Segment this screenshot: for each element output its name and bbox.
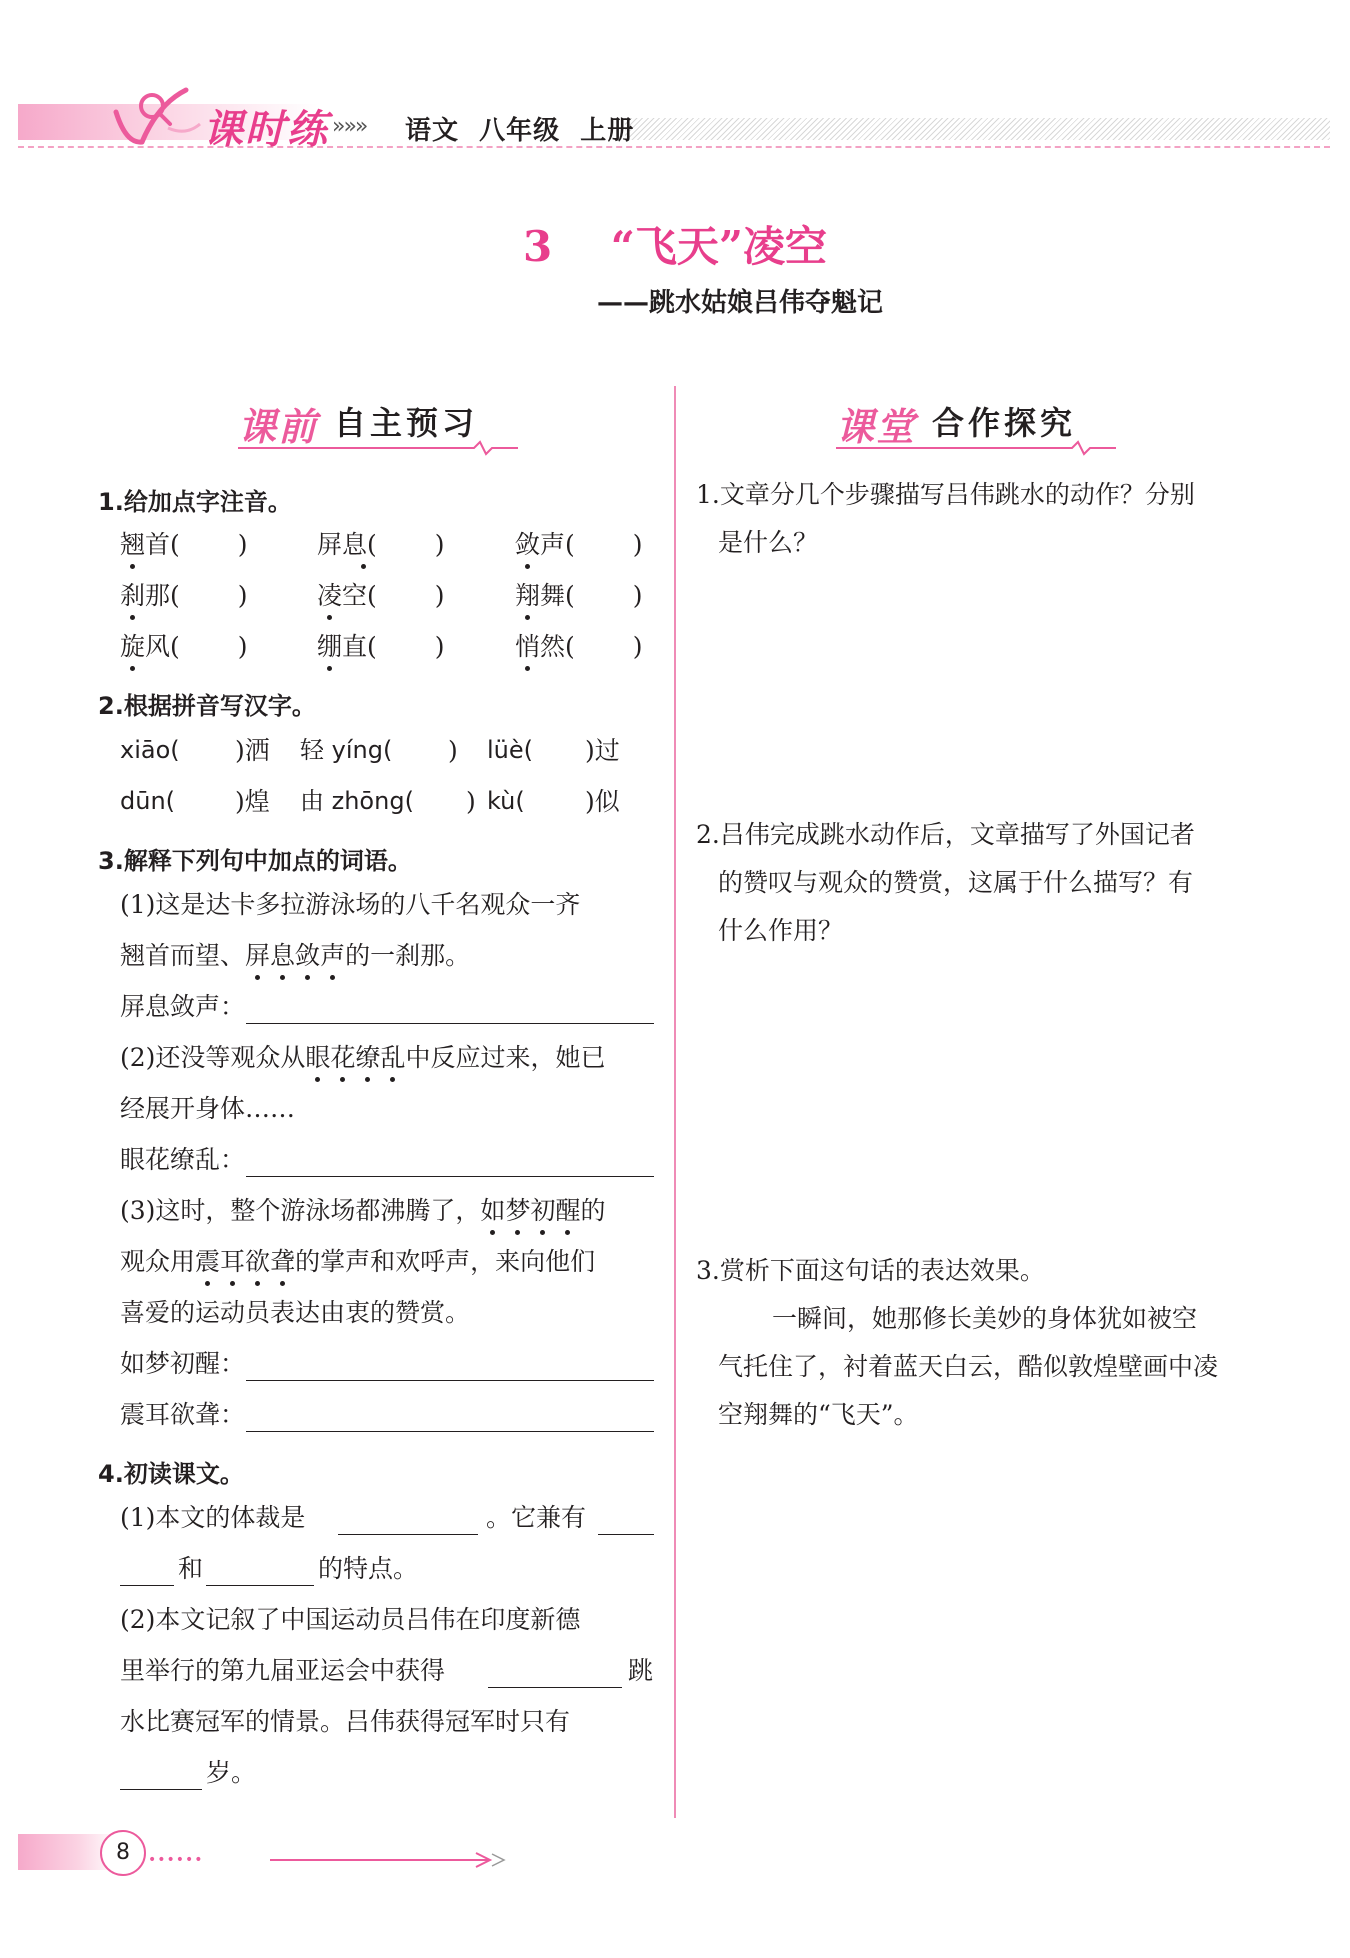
answer-blank[interactable] <box>246 1023 654 1024</box>
pinyin-item: )洒 <box>235 736 270 765</box>
sentence-line: (2)本文记叙了中国运动员吕伟在印度新德 <box>120 1605 581 1634</box>
answer-blank[interactable] <box>598 1534 654 1535</box>
pinyin-item: )过 <box>585 736 620 765</box>
section-heading-pink: 课前 <box>238 404 319 449</box>
answer-blank[interactable] <box>488 1687 622 1688</box>
phonetic-item: 凌空( ) <box>317 581 445 610</box>
question-line: 3.赏析下面这句话的表达效果。 <box>696 1256 1045 1285</box>
footer-dots: •••••• <box>148 1852 204 1868</box>
pinyin-item: 由 zhōng( <box>300 787 414 815</box>
sentence-line: 里举行的第九届亚运会中获得 <box>120 1656 446 1685</box>
phonetic-item: 旋风( ) <box>120 632 248 661</box>
question-line: 的赞叹与观众的赞赏，这属于什么描写？有 <box>718 868 1194 897</box>
sentence-line: 岁。 <box>206 1758 257 1787</box>
lesson-subtitle: ——跳水姑娘吕伟夺魁记 <box>597 288 884 318</box>
section-heading-pink: 课堂 <box>836 404 917 449</box>
sentence-line: 经展开身体…… <box>120 1094 296 1123</box>
question-title: 4.初读课文。 <box>98 1460 244 1488</box>
pinyin-item: )煌 <box>235 787 270 816</box>
header-hatch-band <box>625 118 1330 140</box>
phonetic-item: 绷直( ) <box>317 632 445 661</box>
quote-line: 空翔舞的“飞天”。 <box>718 1400 919 1429</box>
answer-blank[interactable] <box>120 1789 202 1790</box>
answer-label: 眼花缭乱： <box>120 1145 246 1174</box>
sentence-line: 翘首而望、屏息敛声的一刹那。 <box>120 941 471 970</box>
brand-name: 课时练 <box>203 107 329 153</box>
answer-label: 如梦初醒： <box>120 1349 246 1378</box>
question-line: 是什么？ <box>718 528 819 557</box>
sentence-line: (1)这是达卡多拉游泳场的八千名观众一齐 <box>120 890 581 919</box>
pinyin-item: ) <box>448 736 458 765</box>
footer-arrow-icon <box>270 1850 510 1870</box>
question-title: 3.解释下列句中加点的词语。 <box>98 847 412 875</box>
answer-blank[interactable] <box>338 1534 478 1535</box>
section-heading-black: 合作探究 <box>932 404 1077 442</box>
phonetic-item: 屏息( ) <box>317 530 445 559</box>
page-number: 8 <box>100 1830 146 1876</box>
sentence-line: 的特点。 <box>318 1554 419 1583</box>
question-line: 2.吕伟完成跳水动作后，文章描写了外国记者 <box>696 820 1195 849</box>
answer-blank[interactable] <box>120 1585 174 1586</box>
sentence-line: 喜爱的运动员表达由衷的赞赏。 <box>120 1298 471 1327</box>
phonetic-item: 翘首( ) <box>120 530 248 559</box>
column-divider <box>674 386 676 1818</box>
question-line: 什么作用？ <box>718 916 844 945</box>
quote-line: 气托住了，衬着蓝天白云，酷似敦煌壁画中凌 <box>718 1352 1219 1381</box>
lesson-title: 3 “飞天”凌空 <box>522 222 828 271</box>
logo-icon <box>108 84 204 154</box>
pinyin-item: lüè( <box>487 736 534 764</box>
sentence-line: (3)这时，整个游泳场都沸腾了，如梦初醒的 <box>120 1196 606 1225</box>
header-arrows: »»» <box>332 114 367 139</box>
question-line: 1.文章分几个步骤描写吕伟跳水的动作？分别 <box>696 480 1195 509</box>
sentence-line: (1)本文的体裁是 <box>120 1503 306 1532</box>
phonetic-item: 刹那( ) <box>120 581 248 610</box>
answer-blank[interactable] <box>246 1176 654 1177</box>
pinyin-item: kù( <box>487 787 525 815</box>
sentence-line: 。它兼有 <box>486 1503 587 1532</box>
pinyin-item: )似 <box>585 787 620 816</box>
question-title: 1.给加点字注音。 <box>98 488 292 516</box>
pinyin-item: dūn( <box>120 787 176 815</box>
answer-blank[interactable] <box>206 1585 314 1586</box>
sentence-line: 观众用震耳欲聋的掌声和欢呼声，来向他们 <box>120 1247 596 1276</box>
section-heading-black: 自主预习 <box>334 404 479 442</box>
subject-grade: 语文 八年级 上册 <box>405 116 635 146</box>
heading-heartbeat-line <box>238 440 518 456</box>
sentence-line: 跳 <box>628 1656 654 1685</box>
answer-blank[interactable] <box>246 1380 654 1381</box>
phonetic-item: 翔舞( ) <box>515 581 643 610</box>
phonetic-item: 悄然( ) <box>515 632 643 661</box>
section-heading-preview <box>238 392 518 452</box>
question-title: 2.根据拼音写汉字。 <box>98 692 316 720</box>
pinyin-item: 轻 yíng( <box>300 736 393 764</box>
pinyin-item: ) <box>466 787 476 816</box>
pinyin-item: xiāo( <box>120 736 180 764</box>
phonetic-item: 敛声( ) <box>515 530 643 559</box>
sentence-line: (2)还没等观众从眼花缭乱中反应过来，她已 <box>120 1043 606 1072</box>
section-heading-class <box>836 392 1116 452</box>
heading-heartbeat-line <box>836 440 1116 456</box>
answer-label: 屏息敛声： <box>120 992 246 1021</box>
sentence-line: 和 <box>178 1554 204 1583</box>
sentence-line: 水比赛冠军的情景。吕伟获得冠军时只有 <box>120 1707 571 1736</box>
quote-line: 一瞬间，她那修长美妙的身体犹如被空 <box>772 1304 1198 1333</box>
answer-label: 震耳欲聋： <box>120 1400 246 1429</box>
answer-blank[interactable] <box>246 1431 654 1432</box>
